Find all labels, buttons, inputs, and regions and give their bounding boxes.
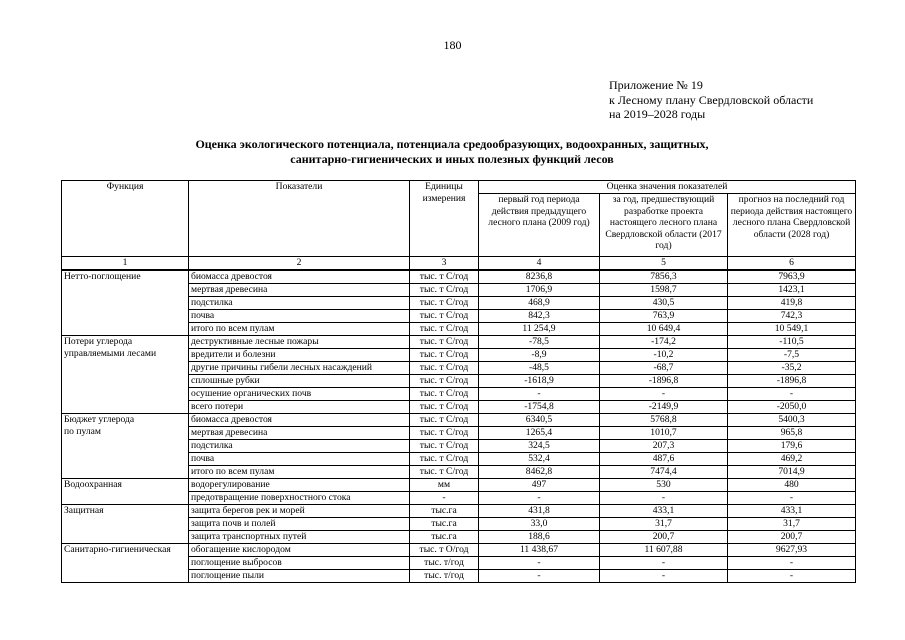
value-2028-cell: -: [728, 388, 856, 401]
indicator-cell: подстилка: [189, 297, 410, 310]
value-2028-cell: 31,7: [728, 518, 856, 531]
value-2028-cell: -: [728, 492, 856, 505]
indicator-cell: биомасса древостоя: [189, 270, 410, 284]
value-2028-cell: 433,1: [728, 505, 856, 518]
value-2017-cell: 7856,3: [600, 270, 728, 284]
value-2028-cell: -7,5: [728, 349, 856, 362]
appendix-note: [609, 78, 813, 122]
unit-cell: тыс.га: [410, 505, 479, 518]
value-2028-cell: -2050,0: [728, 401, 856, 414]
value-2009-cell: 468,9: [479, 297, 600, 310]
value-2017-cell: 200,7: [600, 531, 728, 544]
indicator-cell: вредители и болезни: [189, 349, 410, 362]
value-2009-cell: 6340,5: [479, 414, 600, 427]
unit-cell: тыс. т С/год: [410, 270, 479, 284]
header-units: Единицы измерения: [410, 181, 479, 257]
value-2017-cell: 7474,4: [600, 466, 728, 479]
function-cell: Защитная: [62, 505, 189, 544]
table-row: [62, 479, 856, 492]
value-2009-cell: 1265,4: [479, 427, 600, 440]
unit-cell: тыс. т С/год: [410, 388, 479, 401]
column-number: 1: [62, 257, 189, 271]
function-cell: Нетто-поглощение: [62, 270, 189, 336]
unit-cell: мм: [410, 479, 479, 492]
value-2009-cell: 33,0: [479, 518, 600, 531]
unit-cell: тыс. т С/год: [410, 427, 479, 440]
indicator-cell: почва: [189, 453, 410, 466]
header-year-2028: прогноз на последний год периода действия настоящего лесного плана Свердловской области (2028 год): [728, 194, 856, 257]
header-year-2017: за год, предшествующий разработке проекта настоящего лесного плана Свердловской области (2017 год): [600, 194, 728, 257]
value-2009-cell: 497: [479, 479, 600, 492]
function-cell: Санитарно-гигиеническая: [62, 544, 189, 583]
indicator-cell: сплошные рубки: [189, 375, 410, 388]
value-2017-cell: 5768,8: [600, 414, 728, 427]
unit-cell: тыс. т С/год: [410, 310, 479, 323]
indicator-cell: обогащение кислородом: [189, 544, 410, 557]
column-number: 3: [410, 257, 479, 271]
indicator-cell: предотвращение поверхностного стока: [189, 492, 410, 505]
value-2009-cell: -48,5: [479, 362, 600, 375]
value-2009-cell: -: [479, 557, 600, 570]
function-cell: Потери углерода управляемыми лесами: [62, 336, 189, 414]
table-row: [62, 414, 856, 427]
unit-cell: тыс. т С/год: [410, 323, 479, 336]
value-2009-cell: 431,8: [479, 505, 600, 518]
value-2028-cell: 9627,93: [728, 544, 856, 557]
value-2009-cell: 1706,9: [479, 284, 600, 297]
unit-cell: -: [410, 492, 479, 505]
value-2009-cell: 324,5: [479, 440, 600, 453]
column-number: 6: [728, 257, 856, 271]
unit-cell: тыс.га: [410, 518, 479, 531]
value-2017-cell: 1598,7: [600, 284, 728, 297]
table-row: [62, 505, 856, 518]
column-number-row: [62, 257, 856, 271]
table-row: [62, 544, 856, 557]
value-2017-cell: 530: [600, 479, 728, 492]
value-2017-cell: -2149,9: [600, 401, 728, 414]
value-2009-cell: 11 438,67: [479, 544, 600, 557]
value-2009-cell: -: [479, 492, 600, 505]
indicator-cell: биомасса древостоя: [189, 414, 410, 427]
value-2028-cell: 5400,3: [728, 414, 856, 427]
value-2017-cell: -68,7: [600, 362, 728, 375]
value-2028-cell: 965,8: [728, 427, 856, 440]
document-title: [62, 137, 842, 166]
table-row: [62, 336, 856, 349]
ecological-potential-table: [61, 180, 856, 583]
indicator-cell: всего потери: [189, 401, 410, 414]
column-number: 2: [189, 257, 410, 271]
unit-cell: тыс. т С/год: [410, 336, 479, 349]
value-2017-cell: 11 607,88: [600, 544, 728, 557]
value-2009-cell: 842,3: [479, 310, 600, 323]
indicator-cell: поглощение пыли: [189, 570, 410, 583]
unit-cell: тыс. т С/год: [410, 414, 479, 427]
indicator-cell: защита берегов рек и морей: [189, 505, 410, 518]
value-2017-cell: 763,9: [600, 310, 728, 323]
indicator-cell: защита транспортных путей: [189, 531, 410, 544]
indicator-cell: водорегулирование: [189, 479, 410, 492]
header-function: Функция: [62, 181, 189, 257]
value-2017-cell: 487,6: [600, 453, 728, 466]
value-2017-cell: 207,3: [600, 440, 728, 453]
value-2009-cell: -78,5: [479, 336, 600, 349]
value-2017-cell: -: [600, 570, 728, 583]
unit-cell: тыс. т С/год: [410, 375, 479, 388]
unit-cell: тыс. т С/год: [410, 284, 479, 297]
value-2028-cell: -35,2: [728, 362, 856, 375]
value-2009-cell: -1618,9: [479, 375, 600, 388]
indicator-cell: другие причины гибели лесных насаждений: [189, 362, 410, 375]
value-2028-cell: 1423,1: [728, 284, 856, 297]
value-2017-cell: -174,2: [600, 336, 728, 349]
value-2009-cell: 8462,8: [479, 466, 600, 479]
value-2017-cell: -10,2: [600, 349, 728, 362]
value-2028-cell: 480: [728, 479, 856, 492]
function-cell: Бюджет углерода по пулам: [62, 414, 189, 479]
value-2028-cell: 742,3: [728, 310, 856, 323]
appendix-line-2: к Лесному плану Свердловской области: [609, 92, 814, 107]
value-2017-cell: 433,1: [600, 505, 728, 518]
value-2009-cell: -: [479, 388, 600, 401]
unit-cell: тыс. т С/год: [410, 297, 479, 310]
value-2017-cell: -: [600, 388, 728, 401]
value-2009-cell: 11 254,9: [479, 323, 600, 336]
title-line-2: санитарно-гигиенических и иных полезных функций лесов: [290, 151, 614, 166]
value-2028-cell: -110,5: [728, 336, 856, 349]
indicator-cell: мертвая древесина: [189, 284, 410, 297]
unit-cell: тыс. т С/год: [410, 453, 479, 466]
value-2009-cell: 8236,8: [479, 270, 600, 284]
value-2028-cell: 179,6: [728, 440, 856, 453]
page-number: 180: [443, 38, 462, 52]
value-2009-cell: -8,9: [479, 349, 600, 362]
function-cell: Водоохранная: [62, 479, 189, 505]
value-2028-cell: 469,2: [728, 453, 856, 466]
unit-cell: тыс. т С/год: [410, 349, 479, 362]
unit-cell: тыс. т/год: [410, 570, 479, 583]
indicator-cell: осушение органических почв: [189, 388, 410, 401]
value-2028-cell: -: [728, 570, 856, 583]
indicator-cell: подстилка: [189, 440, 410, 453]
value-2009-cell: -: [479, 570, 600, 583]
indicator-cell: деструктивные лесные пожары: [189, 336, 410, 349]
unit-cell: тыс. т О/год: [410, 544, 479, 557]
indicator-cell: почва: [189, 310, 410, 323]
indicator-cell: защита почв и полей: [189, 518, 410, 531]
value-2017-cell: 430,5: [600, 297, 728, 310]
value-2028-cell: 10 549,1: [728, 323, 856, 336]
value-2028-cell: 7014,9: [728, 466, 856, 479]
unit-cell: тыс. т/год: [410, 557, 479, 570]
value-2009-cell: 532,4: [479, 453, 600, 466]
value-2028-cell: 419,8: [728, 297, 856, 310]
title-line-1: Оценка экологического потенциала, потенциала средообразующих, водоохранных, защитных,: [195, 137, 709, 151]
unit-cell: тыс.га: [410, 531, 479, 544]
value-2009-cell: -1754,8: [479, 401, 600, 414]
header-year-2009: первый год периода действия предыдущего лесного плана (2009 год): [479, 194, 600, 257]
value-2009-cell: 188,6: [479, 531, 600, 544]
indicator-cell: поглощение выбросов: [189, 557, 410, 570]
appendix-line-3: на 2019–2028 годы: [609, 107, 706, 121]
indicator-cell: мертвая древесина: [189, 427, 410, 440]
column-number: 5: [600, 257, 728, 271]
indicator-cell: итого по всем пулам: [189, 466, 410, 479]
value-2017-cell: 10 649,4: [600, 323, 728, 336]
value-2028-cell: -: [728, 557, 856, 570]
unit-cell: тыс. т С/год: [410, 362, 479, 375]
table-row: [62, 270, 856, 284]
value-2017-cell: 1010,7: [600, 427, 728, 440]
header-indicators: Показатели: [189, 181, 410, 257]
header-estimate: Оценка значения показателей: [479, 181, 856, 194]
value-2028-cell: 200,7: [728, 531, 856, 544]
value-2017-cell: -: [600, 557, 728, 570]
value-2028-cell: 7963,9: [728, 270, 856, 284]
unit-cell: тыс. т С/год: [410, 401, 479, 414]
table-body: [62, 270, 856, 583]
indicator-cell: итого по всем пулам: [189, 323, 410, 336]
unit-cell: тыс. т С/год: [410, 440, 479, 453]
value-2017-cell: 31,7: [600, 518, 728, 531]
appendix-line-1: Приложение № 19: [609, 78, 703, 92]
unit-cell: тыс. т С/год: [410, 466, 479, 479]
column-number: 4: [479, 257, 600, 271]
value-2017-cell: -: [600, 492, 728, 505]
value-2028-cell: -1896,8: [728, 375, 856, 388]
value-2017-cell: -1896,8: [600, 375, 728, 388]
